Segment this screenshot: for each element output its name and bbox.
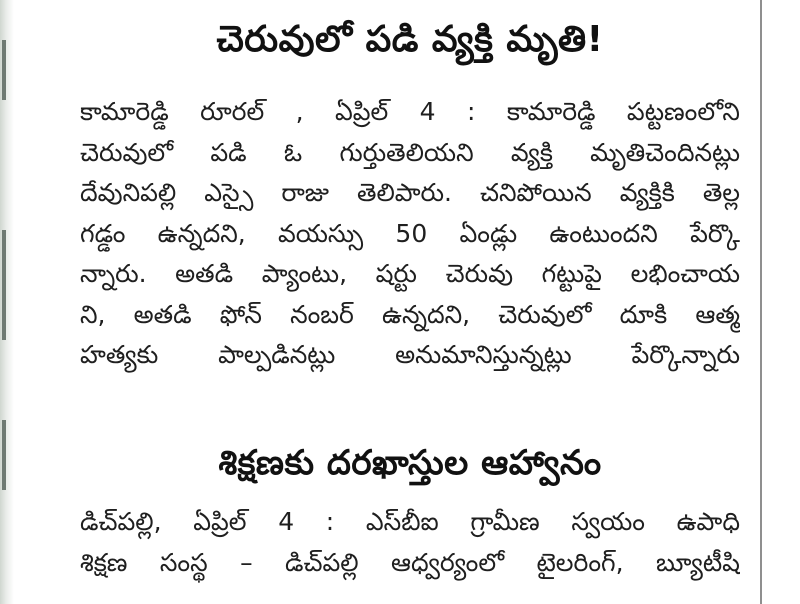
body-line: దేవునిపల్లి ఎస్సై రాజు తెలిపారు. చనిపోయిన వ్యక్తికి తెల్ల bbox=[80, 178, 740, 207]
body-line: హత్యకు పాల్పడినట్లు అనుమానిస్తున్నట్లు పేర్కొన్నారు bbox=[80, 340, 740, 369]
body-line: కామారెడ్డి రూరల్ , ఏప్రిల్ 4 : కామారెడ్డి పట్టణంలోని bbox=[80, 97, 740, 126]
article-body bbox=[80, 92, 740, 376]
body-line: చెరువులో పడి ఓ గుర్తుతెలియని వ్యక్తి మృతిచెందినట్లు bbox=[80, 137, 740, 167]
article-body bbox=[80, 502, 740, 583]
body-line: శిక్షణ సంస్థ – డిచ్‌పల్లి ఆధ్వర్యంలో టైలరింగ్, బ్యూటీషి bbox=[80, 547, 740, 577]
column-divider bbox=[760, 0, 762, 604]
body-line: న్నారు. అతడి ప్యాంటు, షర్టు చెరువు గట్టుపై లభించాయ bbox=[80, 259, 740, 288]
edge-mark bbox=[2, 230, 6, 340]
adjacent-column-edge bbox=[0, 0, 14, 604]
edge-mark bbox=[2, 40, 6, 100]
edge-mark bbox=[2, 420, 6, 490]
article-headline: శిక్షణకు దరఖాస్తుల ఆహ్వానం bbox=[218, 443, 602, 483]
body-line: డిచ్‌పల్లి, ఏప్రిల్ 4 : ఎస్‌బీఐ గ్రామీణ స్వయం ఉపాధి bbox=[80, 507, 740, 536]
article-training-applications bbox=[80, 432, 740, 583]
body-line: ని, అతడి ఫోన్ నంబర్ ఉన్నదని, చెరువులో దూకి ఆత్మ bbox=[80, 299, 740, 329]
body-line: గడ్డం ఉన్నదని, వయస్సు 50 ఏండ్లు ఉంటుందని పేర్కొ bbox=[80, 218, 740, 248]
article-lake-death bbox=[80, 10, 740, 376]
article-headline: చెరువులో పడి వ్యక్తి మృతి! bbox=[216, 19, 604, 60]
